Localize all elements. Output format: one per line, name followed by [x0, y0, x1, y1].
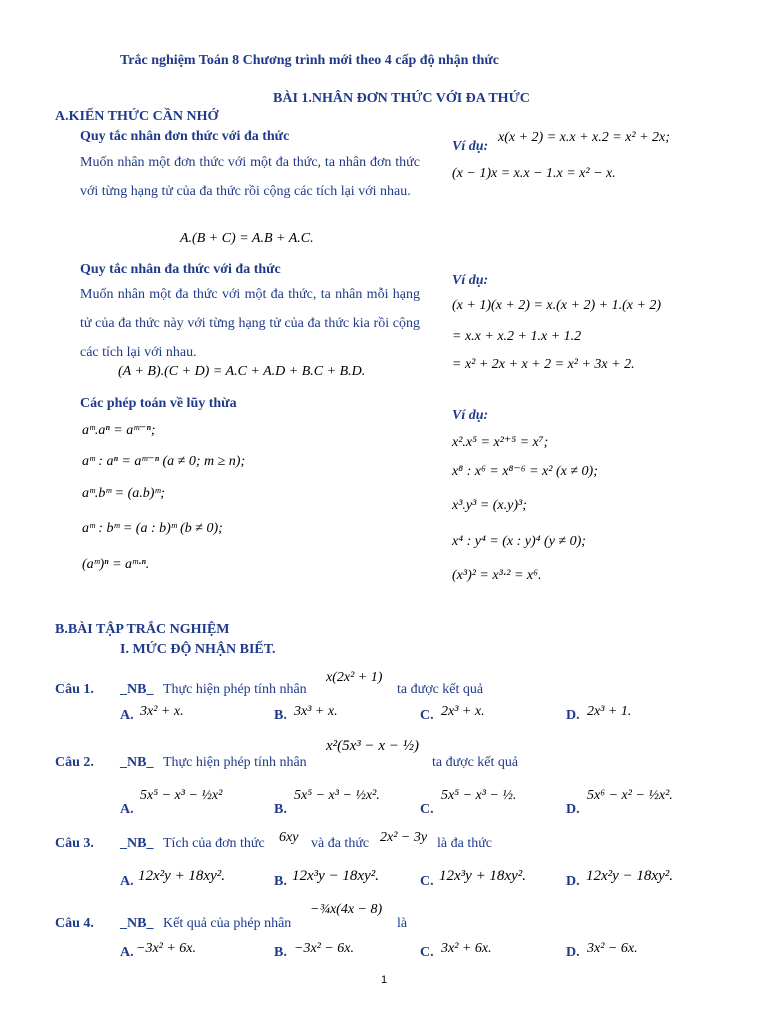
power-formula: aᵐ.aⁿ = aᵐ⁻ⁿ;: [82, 423, 156, 438]
option-value[interactable]: 5x⁶ − x² − ½x².: [587, 788, 673, 803]
rule2-example-line: = x.x + x.2 + 1.x + 1.2: [452, 329, 582, 344]
option-letter[interactable]: D.: [566, 802, 580, 817]
option-value[interactable]: −3x² − 6x.: [294, 941, 355, 956]
rule2-example-line: (x + 1)(x + 2) = x.(x + 2) + 1.(x + 2): [452, 298, 662, 313]
rule3-example-line: x².x⁵ = x²⁺⁵ = x⁷;: [452, 435, 549, 450]
power-formula: aᵐ : bᵐ = (a : b)ᵐ (b ≠ 0);: [82, 521, 223, 536]
option-letter[interactable]: D.: [566, 874, 580, 889]
rule1-formula: A.(B + C) = A.B + A.C.: [180, 231, 314, 246]
rule3-example-line: x⁸ : x⁶ = x⁸⁻⁶ = x² (x ≠ 0);: [452, 464, 598, 479]
question-text: Thực hiện phép tính nhân: [163, 755, 307, 770]
rule3-example-label: Ví dụ:: [452, 408, 489, 423]
question-text-mid: và đa thức: [311, 836, 370, 851]
question-tag: _NB_: [120, 916, 154, 931]
question-number: Câu 1.: [55, 682, 94, 697]
option-value[interactable]: 12x²y + 18xy².: [138, 868, 225, 884]
power-formula: (aᵐ)ⁿ = aᵐ·ⁿ.: [82, 557, 150, 572]
rule2-example-line: = x² + 2x + x + 2 = x² + 3x + 2.: [452, 357, 635, 372]
question-tail: ta được kết quả: [397, 682, 484, 697]
page-number: 1: [381, 974, 388, 986]
power-formula: aᵐ.bᵐ = (a.b)ᵐ;: [82, 486, 165, 501]
option-value[interactable]: 3x² + x.: [140, 704, 184, 719]
question-number: Câu 4.: [55, 916, 94, 931]
question-expression: −¾x(4x − 8): [310, 902, 383, 917]
option-value[interactable]: 12x³y + 18xy².: [439, 868, 526, 884]
question-expression: x(2x² + 1): [326, 670, 383, 685]
rule3-heading: Các phép toán về lũy thừa: [80, 396, 237, 411]
rule2-formula: (A + B).(C + D) = A.C + A.D + B.C + B.D.: [118, 364, 366, 379]
option-letter[interactable]: D.: [566, 708, 580, 723]
question-tag: _NB_: [120, 836, 154, 851]
option-letter[interactable]: A.: [120, 874, 134, 889]
option-value[interactable]: 3x³ + x.: [294, 704, 338, 719]
option-letter[interactable]: D.: [566, 945, 580, 960]
option-value[interactable]: 5x⁵ − x³ − ½.: [441, 788, 517, 803]
option-letter[interactable]: A.: [120, 802, 134, 817]
option-letter[interactable]: C.: [420, 708, 434, 723]
question-tail: ta được kết quả: [432, 755, 519, 770]
question-expression: x²(5x³ − x − ½): [326, 738, 419, 754]
rule2-heading: Quy tắc nhân đa thức với đa thức: [80, 262, 281, 277]
option-value[interactable]: 2x³ + 1.: [587, 704, 632, 719]
option-letter[interactable]: C.: [420, 874, 434, 889]
rule1-example-line: x(x + 2) = x.x + x.2 = x² + 2x;: [498, 130, 670, 145]
question-text: Thực hiện phép tính nhân: [163, 682, 307, 697]
question-number: Câu 2.: [55, 755, 94, 770]
rule3-example-line: (x³)² = x³·² = x⁶.: [452, 568, 542, 583]
option-value[interactable]: 2x³ + x.: [441, 704, 485, 719]
question-tail: là: [397, 916, 408, 931]
option-letter[interactable]: C.: [420, 945, 434, 960]
level-heading: I. MỨC ĐỘ NHẬN BIẾT.: [120, 642, 276, 657]
option-letter[interactable]: B.: [274, 708, 287, 723]
option-value[interactable]: 5x⁵ − x³ − ½x².: [294, 788, 380, 803]
question-tag: _NB_: [120, 682, 154, 697]
rule1-example-line: (x − 1)x = x.x − 1.x = x² − x.: [452, 166, 616, 181]
section-a-title: A.KIẾN THỨC CẦN NHỚ: [55, 109, 219, 124]
rule2-text: Muốn nhân một đa thức với một đa thức, ta nhân mỗi hạng tử của đa thức này với từng hạng tử của đa thức kia rồi cộng các tích lại với nhau.: [80, 287, 420, 360]
power-formula: aᵐ : aⁿ = aᵐ⁻ⁿ (a ≠ 0; m ≥ n);: [82, 454, 246, 469]
rule1-example-label: Ví dụ:: [452, 139, 489, 154]
question-text: Tích của đơn thức: [163, 836, 265, 851]
question-expression-2: 2x² − 3y: [380, 830, 428, 845]
rule3-example-line: x³.y³ = (x.y)³;: [452, 498, 527, 513]
option-letter[interactable]: A.: [120, 708, 134, 723]
rule1-text: Muốn nhân một đơn thức với một đa thức, ta nhân đơn thức với từng hạng tử của đa thức rồi cộng các tích lại với nhau.: [80, 155, 420, 199]
question-tail: là đa thức: [437, 836, 493, 851]
section-b-title: B.BÀI TẬP TRẮC NGHIỆM: [55, 622, 230, 637]
option-value[interactable]: 3x² + 6x.: [441, 941, 492, 956]
lesson-title: BÀI 1.NHÂN ĐƠN THỨC VỚI ĐA THỨC: [273, 91, 530, 106]
option-value[interactable]: −3x² + 6x.: [136, 941, 197, 956]
rule2-example-label: Ví dụ:: [452, 273, 489, 288]
rule3-example-line: x⁴ : y⁴ = (x : y)⁴ (y ≠ 0);: [452, 534, 586, 549]
document-subtitle: Trắc nghiệm Toán 8 Chương trình mới theo 4 cấp độ nhận thức: [120, 53, 499, 68]
question-expression: 6xy: [279, 830, 299, 845]
question-text: Kết quả của phép nhân: [163, 916, 292, 931]
question-tag: _NB_: [120, 755, 154, 770]
rule1-heading: Quy tắc nhân đơn thức với đa thức: [80, 129, 290, 144]
option-letter[interactable]: B.: [274, 874, 287, 889]
option-letter[interactable]: B.: [274, 945, 287, 960]
option-letter[interactable]: A.: [120, 945, 134, 960]
question-number: Câu 3.: [55, 836, 94, 851]
option-letter[interactable]: B.: [274, 802, 287, 817]
option-value[interactable]: 12x³y − 18xy².: [292, 868, 379, 884]
option-value[interactable]: 5x⁵ − x³ − ½x²: [140, 788, 223, 803]
option-value[interactable]: 12x²y − 18xy².: [586, 868, 673, 884]
option-letter[interactable]: C.: [420, 802, 434, 817]
option-value[interactable]: 3x² − 6x.: [587, 941, 638, 956]
